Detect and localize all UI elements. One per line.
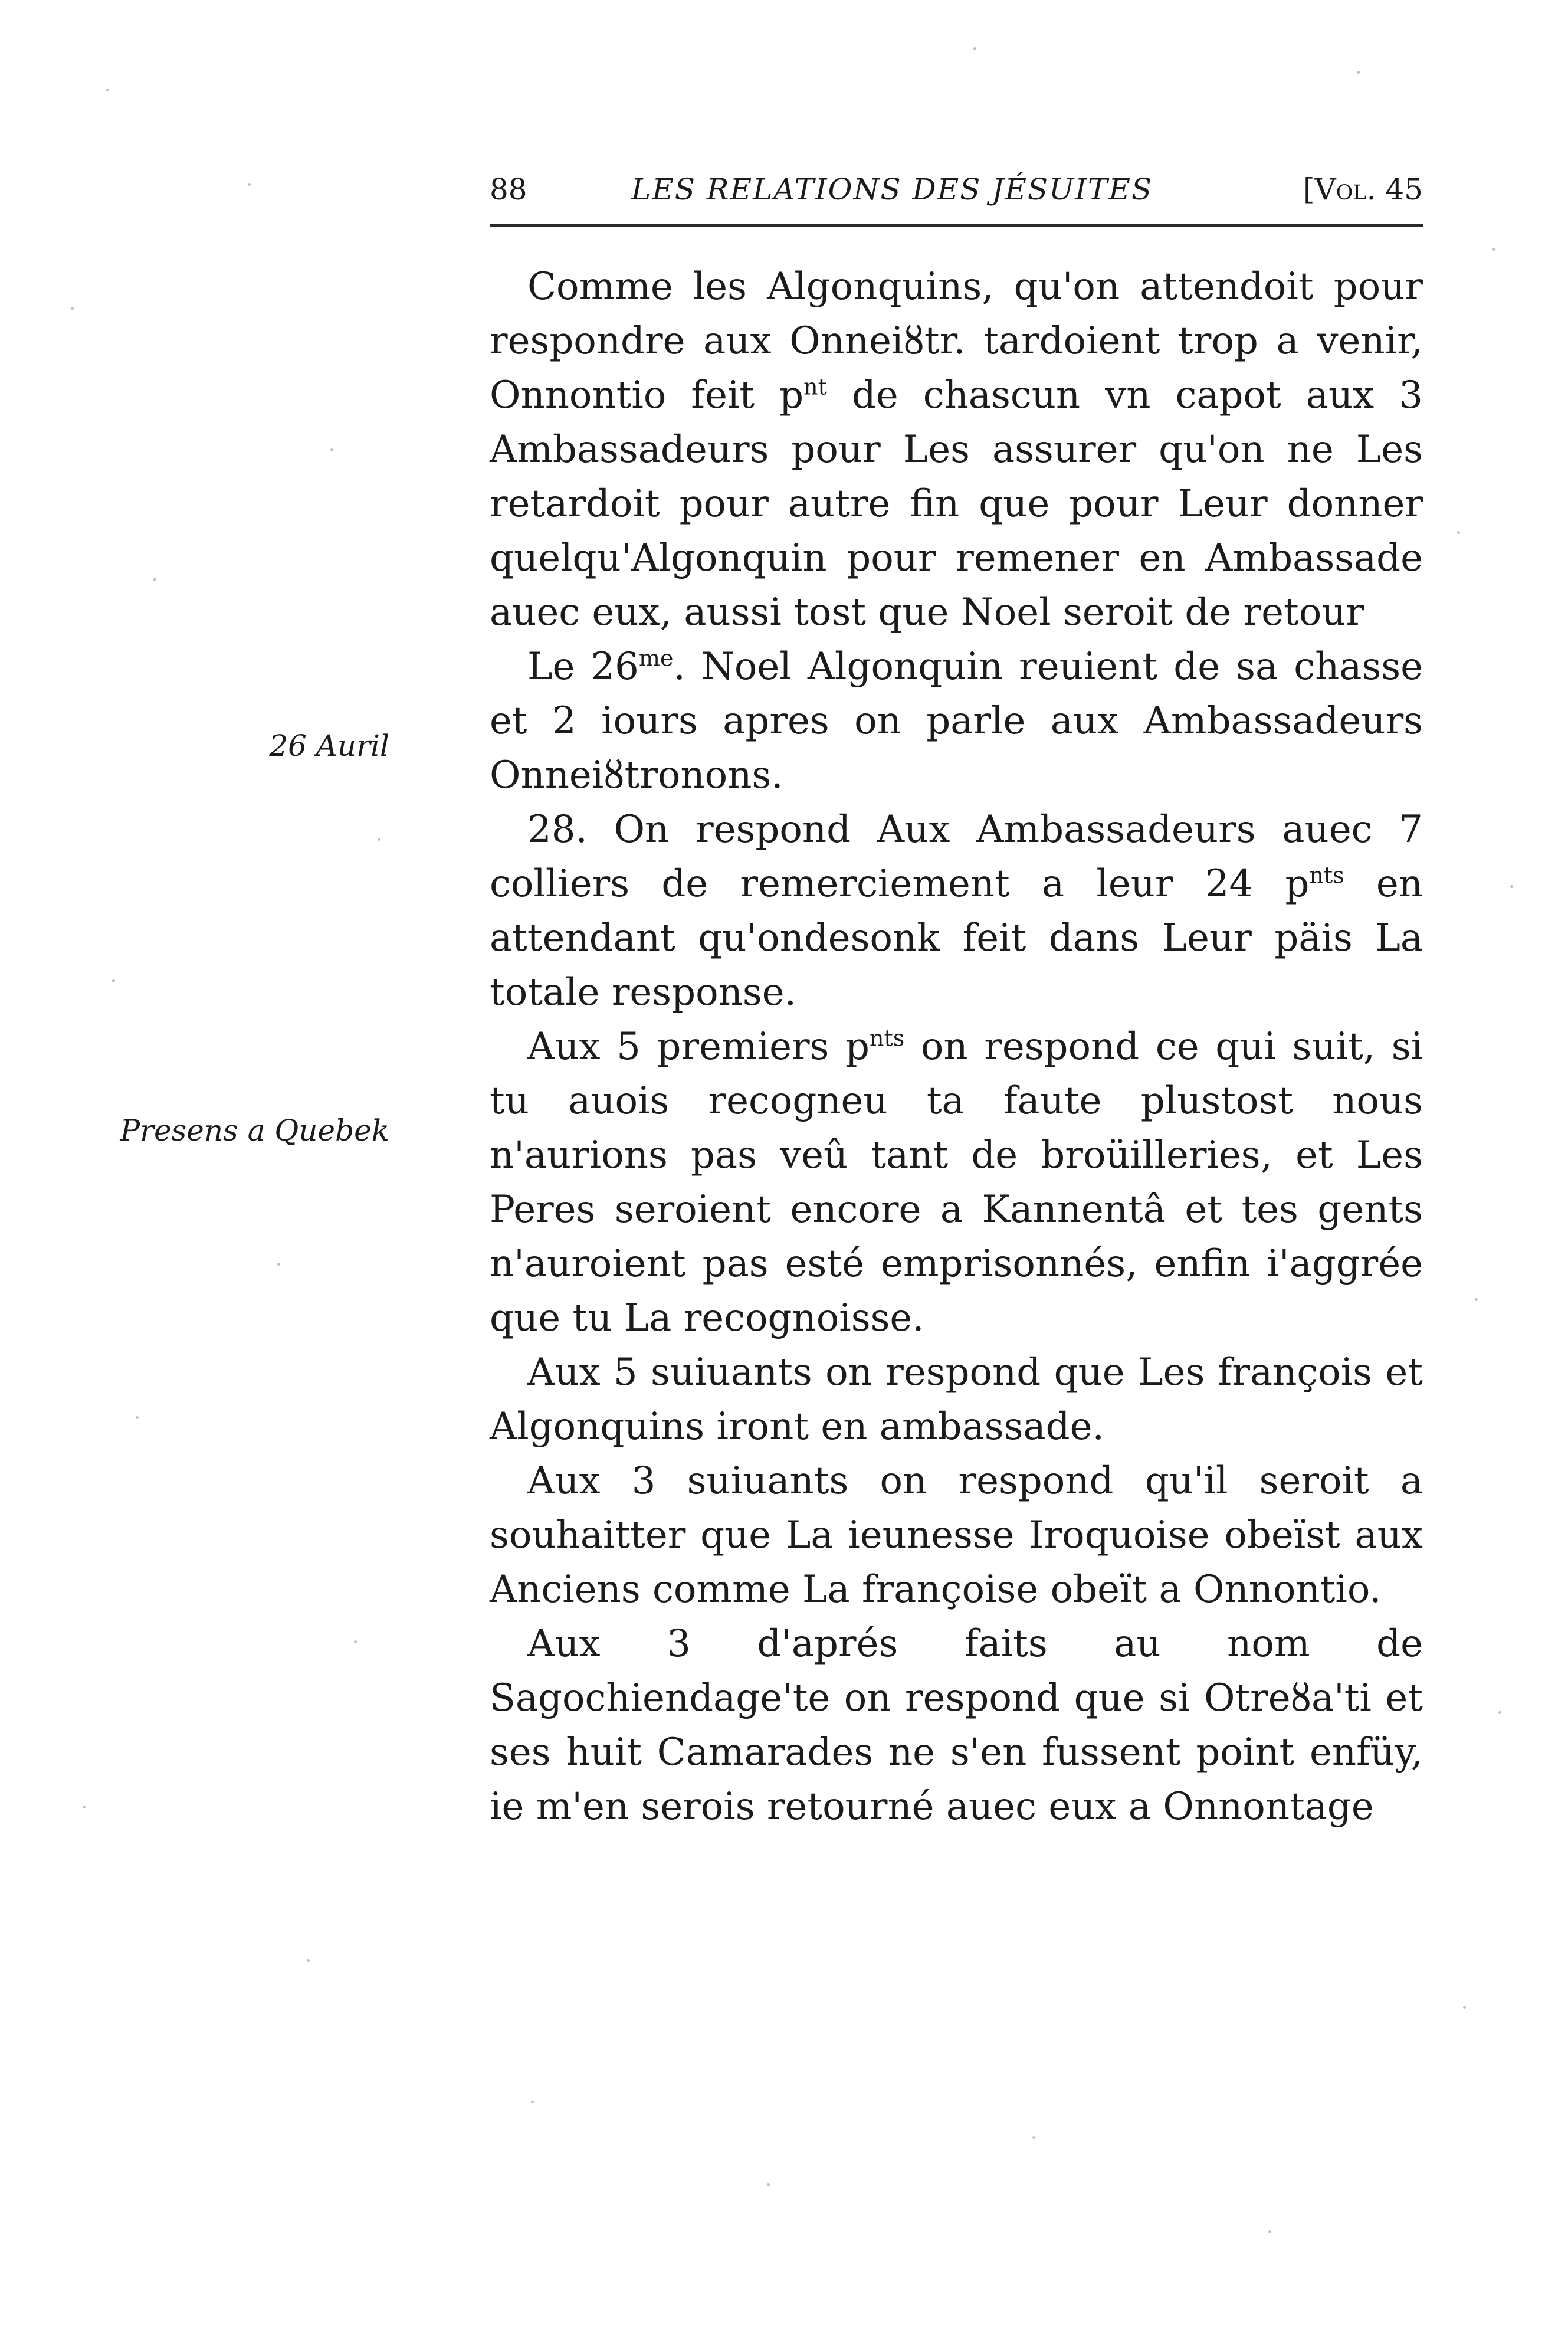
- paragraph: Comme les Algonquins, qu'on attendoit pour respondre aux Onneiȣtr. tardoient trop a venir, Onnontio feit $p^{nt}$ de chascun vn capot aux 3 Ambassadeurs pour Les assurer qu'on ne Les retardoit pour autre fin que pour Leur donner quelqu'Algonquin pour remener en Ambassade auec eux, aussi tost que Noel seroit de retour: [490, 265, 1423, 634]
- scan-speck: [83, 1806, 86, 1808]
- volume-label: [Vol. 45: [1303, 172, 1423, 207]
- scan-speck: [1510, 885, 1513, 888]
- body-text: [490, 260, 1423, 1834]
- header-rule: [490, 224, 1423, 227]
- paragraph: Aux 3 d'aprés faits au nom de Sagochiendage'te on respond que si Otreȣa'ti et ses huit Camarades ne s'en fussent point enfüy, ie m'en serois retourné auec eux a Onnontage: [490, 1622, 1423, 1829]
- margin-note-date: 26 Auril: [269, 729, 389, 763]
- superscript-abbreviation: nt: [803, 373, 827, 400]
- paragraph: Aux 3 suiuants on respond qu'il seroit a souhaitter que La ieunesse Iroquoise obeïst aux Anciens comme La françoise obeït a Onnontio.: [490, 1459, 1423, 1611]
- running-title: LES RELATIONS DES JÉSUITES: [631, 172, 1153, 207]
- scan-speck: [354, 1640, 357, 1643]
- scan-speck: [112, 979, 115, 982]
- superscript-abbreviation: nts: [870, 1025, 905, 1051]
- scan-speck: [767, 2183, 770, 2186]
- scan-speck: [531, 2101, 534, 2103]
- paragraph: Aux 5 suiuants on respond que Les françois et Algonquins iront en ambassade.: [490, 1351, 1423, 1449]
- paragraph: 28. On respond Aux Ambassadeurs auec 7 colliers de remerciement a leur 24 $p^{nts}$ en attendant qu'ondesonk feit dans Leur päis La totale response.: [490, 808, 1423, 1014]
- scan-speck: [248, 183, 251, 186]
- superscript-abbreviation: nts: [1309, 862, 1344, 889]
- scan-speck: [378, 838, 380, 841]
- scan-speck: [330, 448, 333, 451]
- running-header: [490, 169, 1423, 210]
- scan-speck: [277, 1263, 280, 1266]
- scan-speck: [1463, 2006, 1466, 2009]
- superscript-abbreviation: me: [638, 645, 674, 671]
- scan-speck: [1268, 2230, 1271, 2233]
- scan-speck: [1032, 2136, 1035, 2139]
- paragraph: Le $26^{me}$. Noel Algonquin reuient de sa chasse et 2 iours apres on parle aux Ambassadeurs Onneiȣtronons.: [490, 645, 1423, 797]
- page-number: 88: [490, 172, 527, 207]
- scan-speck: [307, 1959, 310, 1962]
- scan-speck: [153, 578, 156, 581]
- scan-speck: [1457, 531, 1460, 534]
- scan-speck: [1357, 71, 1360, 74]
- scan-speck: [1498, 1711, 1501, 1714]
- scan-speck: [71, 307, 74, 310]
- scan-speck: [1492, 248, 1495, 251]
- scan-speck: [106, 89, 109, 91]
- margin-note-presents: Presens a Quebek: [120, 1113, 389, 1148]
- paragraph: Aux 5 premiers $p^{nts}$ on respond ce qui suit, si tu auois recogneu ta faute plustost nous n'aurions pas veû tant de broüilleries, et Les Peres seroient encore a Kannentâ et tes gents n'auroient pas esté emprisonnés, enfin i'aggrée que tu La recognoisse.: [490, 1025, 1423, 1340]
- scan-speck: [1475, 1298, 1478, 1301]
- scan-speck: [973, 47, 976, 50]
- scan-speck: [136, 1416, 139, 1419]
